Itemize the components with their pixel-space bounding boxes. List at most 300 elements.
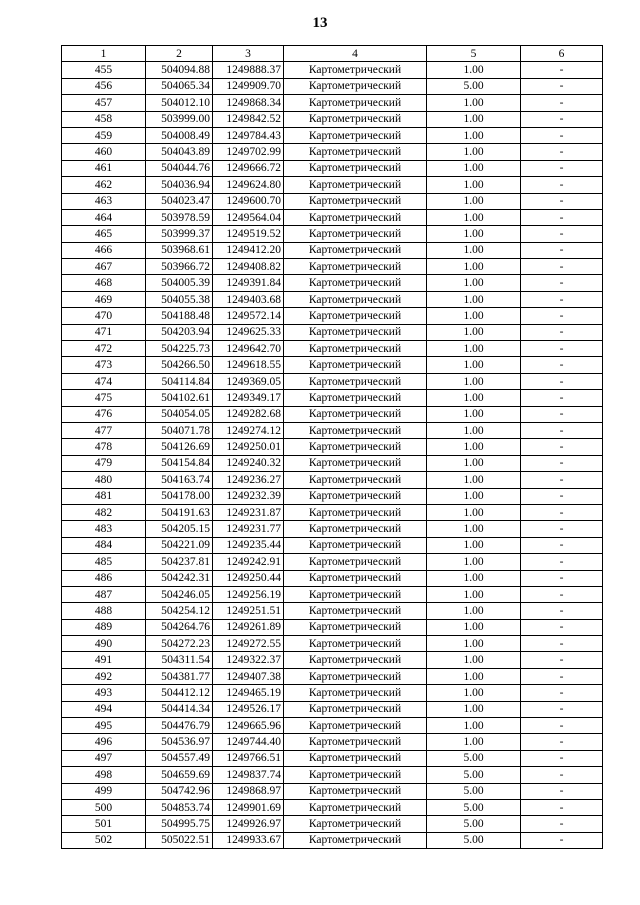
- table-cell: 505022.51: [146, 832, 213, 848]
- table-cell: 1.00: [427, 127, 521, 143]
- table-cell: 1.00: [427, 636, 521, 652]
- table-row: [62, 357, 603, 373]
- table-row: [62, 799, 603, 815]
- table-cell: Картометрический: [284, 127, 427, 143]
- table-cell: 497: [62, 750, 146, 766]
- table-cell: Картометрический: [284, 832, 427, 848]
- table-cell: 1.00: [427, 603, 521, 619]
- table-cell: 498: [62, 767, 146, 783]
- table-cell: 482: [62, 504, 146, 520]
- table-row: [62, 373, 603, 389]
- table-cell: 1249909.70: [213, 78, 284, 94]
- table-cell: 1.00: [427, 734, 521, 750]
- table-cell: 1.00: [427, 259, 521, 275]
- table-cell: 504065.34: [146, 78, 213, 94]
- table-cell: 5.00: [427, 816, 521, 832]
- table-cell: 5.00: [427, 783, 521, 799]
- table-row: [62, 603, 603, 619]
- table-row: [62, 193, 603, 209]
- table-cell: 479: [62, 455, 146, 471]
- table-cell: 1.00: [427, 504, 521, 520]
- table-cell: 1.00: [427, 488, 521, 504]
- table-cell: 504012.10: [146, 95, 213, 111]
- table-cell: -: [521, 750, 603, 766]
- table-cell: 1249261.89: [213, 619, 284, 635]
- table-cell: 1249519.52: [213, 226, 284, 242]
- table-cell: 1249250.01: [213, 439, 284, 455]
- table-cell: 484: [62, 537, 146, 553]
- table-cell: 496: [62, 734, 146, 750]
- table-cell: 470: [62, 308, 146, 324]
- table-cell: 504254.12: [146, 603, 213, 619]
- table-cell: 1.00: [427, 554, 521, 570]
- table-cell: -: [521, 144, 603, 160]
- table-cell: -: [521, 160, 603, 176]
- table-cell: 1249391.84: [213, 275, 284, 291]
- table-cell: 504237.81: [146, 554, 213, 570]
- table-cell: 5.00: [427, 799, 521, 815]
- table-cell: Картометрический: [284, 95, 427, 111]
- table-cell: 504114.84: [146, 373, 213, 389]
- table-cell: 504414.34: [146, 701, 213, 717]
- table-cell: 1.00: [427, 718, 521, 734]
- table-cell: 504043.89: [146, 144, 213, 160]
- table-cell: 504055.38: [146, 291, 213, 307]
- table-cell: 1249868.97: [213, 783, 284, 799]
- table-cell: 504412.12: [146, 685, 213, 701]
- table-cell: Картометрический: [284, 78, 427, 94]
- table-cell: 474: [62, 373, 146, 389]
- table-cell: Картометрический: [284, 488, 427, 504]
- table-cell: 504005.39: [146, 275, 213, 291]
- table-cell: -: [521, 62, 603, 78]
- table-cell: 1249235.44: [213, 537, 284, 553]
- table-cell: 478: [62, 439, 146, 455]
- table-cell: -: [521, 439, 603, 455]
- table-cell: 1249349.17: [213, 390, 284, 406]
- table-cell: 1249564.04: [213, 209, 284, 225]
- column-header: 1: [62, 46, 146, 62]
- table-row: [62, 586, 603, 602]
- table-cell: 1.00: [427, 308, 521, 324]
- table-cell: 1249232.39: [213, 488, 284, 504]
- table-row: [62, 406, 603, 422]
- table-row: [62, 324, 603, 340]
- table-cell: Картометрический: [284, 242, 427, 258]
- table-row: [62, 652, 603, 668]
- table-cell: 5.00: [427, 750, 521, 766]
- table-cell: Картометрический: [284, 341, 427, 357]
- table-cell: -: [521, 701, 603, 717]
- table-cell: 1249624.80: [213, 177, 284, 193]
- table-cell: 469: [62, 291, 146, 307]
- table-row: [62, 95, 603, 111]
- table-row: [62, 62, 603, 78]
- table-cell: 1.00: [427, 586, 521, 602]
- table-cell: 504476.79: [146, 718, 213, 734]
- table-cell: -: [521, 668, 603, 684]
- table-cell: 504659.69: [146, 767, 213, 783]
- table-cell: 504742.96: [146, 783, 213, 799]
- table-row: [62, 816, 603, 832]
- table-row: [62, 422, 603, 438]
- table-cell: 500: [62, 799, 146, 815]
- table-cell: 1.00: [427, 652, 521, 668]
- table-cell: 504023.47: [146, 193, 213, 209]
- table-cell: 1249572.14: [213, 308, 284, 324]
- table-cell: Картометрический: [284, 504, 427, 520]
- table-cell: 1249666.72: [213, 160, 284, 176]
- table-cell: 461: [62, 160, 146, 176]
- table-cell: Картометрический: [284, 275, 427, 291]
- table-cell: 487: [62, 586, 146, 602]
- table-cell: Картометрический: [284, 291, 427, 307]
- table-cell: -: [521, 783, 603, 799]
- table-cell: 502: [62, 832, 146, 848]
- table-body: [62, 62, 603, 849]
- table-cell: 1249702.99: [213, 144, 284, 160]
- table-cell: Картометрический: [284, 636, 427, 652]
- table-cell: 1249231.87: [213, 504, 284, 520]
- table-cell: Картометрический: [284, 586, 427, 602]
- table-cell: -: [521, 291, 603, 307]
- table-row: [62, 685, 603, 701]
- table-cell: Картометрический: [284, 570, 427, 586]
- table-cell: 1.00: [427, 406, 521, 422]
- table-cell: 1.00: [427, 226, 521, 242]
- table-row: [62, 291, 603, 307]
- table-row: [62, 783, 603, 799]
- table-cell: -: [521, 603, 603, 619]
- table-cell: 503968.61: [146, 242, 213, 258]
- table-cell: Картометрический: [284, 160, 427, 176]
- table-cell: 1249282.68: [213, 406, 284, 422]
- table-cell: -: [521, 554, 603, 570]
- table-cell: 504188.48: [146, 308, 213, 324]
- table-cell: Картометрический: [284, 209, 427, 225]
- table-cell: 1.00: [427, 390, 521, 406]
- table-row: [62, 521, 603, 537]
- table-cell: 471: [62, 324, 146, 340]
- table-cell: 504225.73: [146, 341, 213, 357]
- table-row: [62, 488, 603, 504]
- table-cell: Картометрический: [284, 750, 427, 766]
- table-cell: Картометрический: [284, 652, 427, 668]
- column-header: 2: [146, 46, 213, 62]
- table-row: [62, 472, 603, 488]
- table-cell: Картометрический: [284, 472, 427, 488]
- table-cell: -: [521, 619, 603, 635]
- table-cell: 477: [62, 422, 146, 438]
- table-cell: Картометрический: [284, 373, 427, 389]
- table-cell: 1249407.38: [213, 668, 284, 684]
- table-cell: -: [521, 734, 603, 750]
- table-cell: Картометрический: [284, 308, 427, 324]
- table-row: [62, 767, 603, 783]
- column-header: 5: [427, 46, 521, 62]
- table-cell: 503966.72: [146, 259, 213, 275]
- table-cell: 483: [62, 521, 146, 537]
- table-cell: 504178.00: [146, 488, 213, 504]
- table-cell: Картометрический: [284, 734, 427, 750]
- table-cell: 504853.74: [146, 799, 213, 815]
- table-cell: 1.00: [427, 668, 521, 684]
- table-cell: 465: [62, 226, 146, 242]
- table-cell: -: [521, 586, 603, 602]
- table-cell: Картометрический: [284, 62, 427, 78]
- table-cell: 488: [62, 603, 146, 619]
- table-row: [62, 570, 603, 586]
- table-cell: 1.00: [427, 701, 521, 717]
- table-row: [62, 275, 603, 291]
- table-row: [62, 209, 603, 225]
- table-row: [62, 750, 603, 766]
- table-cell: 1.00: [427, 291, 521, 307]
- table-cell: 504221.09: [146, 537, 213, 553]
- table-cell: -: [521, 177, 603, 193]
- table-cell: 1.00: [427, 422, 521, 438]
- table-cell: -: [521, 78, 603, 94]
- table-cell: 1249744.40: [213, 734, 284, 750]
- table-cell: -: [521, 226, 603, 242]
- table-cell: 1.00: [427, 439, 521, 455]
- table-cell: 504242.31: [146, 570, 213, 586]
- table-cell: 467: [62, 259, 146, 275]
- table-cell: 504008.49: [146, 127, 213, 143]
- table-cell: Картометрический: [284, 767, 427, 783]
- table-cell: -: [521, 324, 603, 340]
- table-cell: 1.00: [427, 324, 521, 340]
- table-cell: 1249665.96: [213, 718, 284, 734]
- table-cell: 5.00: [427, 767, 521, 783]
- table-cell: Картометрический: [284, 783, 427, 799]
- table-cell: -: [521, 242, 603, 258]
- table-cell: 1.00: [427, 537, 521, 553]
- table-cell: 1249408.82: [213, 259, 284, 275]
- table-cell: 466: [62, 242, 146, 258]
- table-cell: -: [521, 504, 603, 520]
- table-cell: 5.00: [427, 78, 521, 94]
- table-cell: Картометрический: [284, 685, 427, 701]
- table-cell: -: [521, 259, 603, 275]
- table-row: [62, 832, 603, 848]
- table-cell: Картометрический: [284, 390, 427, 406]
- table-cell: -: [521, 472, 603, 488]
- table-cell: 1249369.05: [213, 373, 284, 389]
- table-cell: 1249868.34: [213, 95, 284, 111]
- table-cell: 503978.59: [146, 209, 213, 225]
- table-row: [62, 111, 603, 127]
- table-cell: Картометрический: [284, 554, 427, 570]
- table-row: [62, 127, 603, 143]
- table-cell: -: [521, 488, 603, 504]
- table-cell: 1.00: [427, 472, 521, 488]
- table-cell: 1.00: [427, 193, 521, 209]
- table-row: [62, 734, 603, 750]
- table-row: [62, 78, 603, 94]
- table-row: [62, 242, 603, 258]
- table-cell: 5.00: [427, 832, 521, 848]
- table-cell: 1249618.55: [213, 357, 284, 373]
- column-header: 3: [213, 46, 284, 62]
- table-cell: 1.00: [427, 242, 521, 258]
- table-cell: 476: [62, 406, 146, 422]
- table-row: [62, 504, 603, 520]
- table-cell: 1249403.68: [213, 291, 284, 307]
- table-cell: Картометрический: [284, 701, 427, 717]
- table-cell: 1249901.69: [213, 799, 284, 815]
- table-cell: 504264.76: [146, 619, 213, 635]
- table-cell: 1249766.51: [213, 750, 284, 766]
- table-cell: Картометрический: [284, 603, 427, 619]
- table-cell: 504995.75: [146, 816, 213, 832]
- table-cell: 1249933.67: [213, 832, 284, 848]
- table-row: [62, 554, 603, 570]
- table-row: [62, 390, 603, 406]
- table-cell: 1249600.70: [213, 193, 284, 209]
- table-cell: -: [521, 275, 603, 291]
- table-cell: -: [521, 652, 603, 668]
- table-cell: 1249272.55: [213, 636, 284, 652]
- table-cell: 460: [62, 144, 146, 160]
- table-cell: -: [521, 193, 603, 209]
- table-cell: 485: [62, 554, 146, 570]
- table-cell: 1.00: [427, 275, 521, 291]
- table-cell: 1.00: [427, 357, 521, 373]
- table-cell: 504036.94: [146, 177, 213, 193]
- table-cell: 457: [62, 95, 146, 111]
- table-cell: 504154.84: [146, 455, 213, 471]
- table-cell: 456: [62, 78, 146, 94]
- table-cell: 504311.54: [146, 652, 213, 668]
- table-cell: -: [521, 111, 603, 127]
- table-cell: 492: [62, 668, 146, 684]
- table-cell: 1.00: [427, 177, 521, 193]
- table-cell: Картометрический: [284, 144, 427, 160]
- table-cell: Картометрический: [284, 111, 427, 127]
- table-cell: 504054.05: [146, 406, 213, 422]
- table-cell: -: [521, 308, 603, 324]
- table-cell: 1.00: [427, 144, 521, 160]
- table-cell: Картометрический: [284, 422, 427, 438]
- table-cell: Картометрический: [284, 619, 427, 635]
- table-cell: 1.00: [427, 341, 521, 357]
- table-cell: 504102.61: [146, 390, 213, 406]
- table-cell: Картометрический: [284, 799, 427, 815]
- table-cell: -: [521, 570, 603, 586]
- table-cell: 1.00: [427, 619, 521, 635]
- table-cell: Картометрический: [284, 455, 427, 471]
- table-cell: 1.00: [427, 521, 521, 537]
- table-cell: -: [521, 95, 603, 111]
- table-cell: 1.00: [427, 209, 521, 225]
- table-cell: -: [521, 636, 603, 652]
- table-cell: -: [521, 799, 603, 815]
- table-cell: Картометрический: [284, 521, 427, 537]
- coordinates-table: [61, 45, 603, 849]
- table-cell: Картометрический: [284, 816, 427, 832]
- table-cell: 501: [62, 816, 146, 832]
- table-cell: 503999.37: [146, 226, 213, 242]
- table-cell: 473: [62, 357, 146, 373]
- table-cell: Картометрический: [284, 537, 427, 553]
- table-cell: -: [521, 406, 603, 422]
- table-row: [62, 668, 603, 684]
- column-header: 6: [521, 46, 603, 62]
- table-cell: 1.00: [427, 455, 521, 471]
- table-cell: 490: [62, 636, 146, 652]
- table-cell: Картометрический: [284, 718, 427, 734]
- table-cell: 504272.23: [146, 636, 213, 652]
- table-cell: 495: [62, 718, 146, 734]
- table-cell: 504094.88: [146, 62, 213, 78]
- table-cell: 459: [62, 127, 146, 143]
- table-cell: 481: [62, 488, 146, 504]
- table-cell: 1.00: [427, 685, 521, 701]
- table-cell: 489: [62, 619, 146, 635]
- table-row: [62, 439, 603, 455]
- table-cell: Картометрический: [284, 226, 427, 242]
- table-cell: 475: [62, 390, 146, 406]
- table-cell: Картометрический: [284, 259, 427, 275]
- table-cell: -: [521, 718, 603, 734]
- table-cell: 455: [62, 62, 146, 78]
- table-row: [62, 259, 603, 275]
- table-cell: -: [521, 341, 603, 357]
- table-cell: -: [521, 209, 603, 225]
- table-cell: -: [521, 832, 603, 848]
- table-cell: 504536.97: [146, 734, 213, 750]
- table-cell: 503999.00: [146, 111, 213, 127]
- table-cell: 1.00: [427, 160, 521, 176]
- table-cell: Картометрический: [284, 357, 427, 373]
- table-cell: 1249231.77: [213, 521, 284, 537]
- table-row: [62, 537, 603, 553]
- table-cell: 472: [62, 341, 146, 357]
- table-cell: 1249256.19: [213, 586, 284, 602]
- table-header-row: [62, 46, 603, 62]
- column-header: 4: [284, 46, 427, 62]
- table-cell: 491: [62, 652, 146, 668]
- table-cell: 504191.63: [146, 504, 213, 520]
- table-cell: 504203.94: [146, 324, 213, 340]
- table-cell: 1249784.43: [213, 127, 284, 143]
- table-cell: Картометрический: [284, 193, 427, 209]
- table-cell: -: [521, 455, 603, 471]
- table-cell: Картометрический: [284, 177, 427, 193]
- table-cell: 1249465.19: [213, 685, 284, 701]
- table-row: [62, 636, 603, 652]
- table-cell: 1249526.17: [213, 701, 284, 717]
- table-cell: 1.00: [427, 62, 521, 78]
- table-cell: Картометрический: [284, 406, 427, 422]
- table-cell: 494: [62, 701, 146, 717]
- table-cell: 462: [62, 177, 146, 193]
- table-cell: 504557.49: [146, 750, 213, 766]
- table-cell: -: [521, 767, 603, 783]
- table-row: [62, 619, 603, 635]
- table-cell: -: [521, 357, 603, 373]
- table-cell: 504205.15: [146, 521, 213, 537]
- table-row: [62, 160, 603, 176]
- table-cell: -: [521, 127, 603, 143]
- table-cell: 1249642.70: [213, 341, 284, 357]
- table-cell: 1249242.91: [213, 554, 284, 570]
- table-cell: -: [521, 537, 603, 553]
- table-cell: 1249926.97: [213, 816, 284, 832]
- table-cell: 1249251.51: [213, 603, 284, 619]
- table-cell: 493: [62, 685, 146, 701]
